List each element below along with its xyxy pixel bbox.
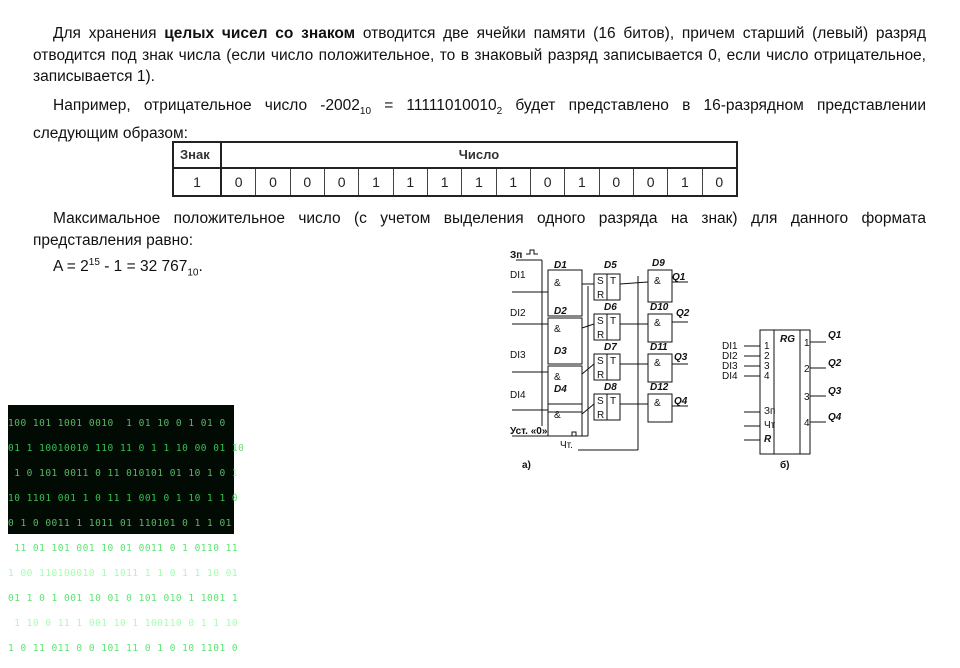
b-control-write: Зп [764, 406, 776, 417]
and-symbol-3: & [554, 372, 561, 383]
b-input-di2: DI2 [722, 351, 738, 362]
b-pin-right-4: 4 [804, 418, 810, 429]
p2-sub2: 2 [496, 106, 503, 118]
r-label-1: R [597, 290, 605, 301]
block-d6: D6 [604, 302, 617, 313]
p3-text: Максимальное положительное число (с учетом выделения одного разряда на знак) для данного формата представления равно: [33, 210, 926, 249]
read-label: Чт. [560, 440, 573, 451]
formula-part3: . [198, 258, 203, 276]
bit-cell: 1 [668, 169, 702, 195]
b-pin-left-3: 3 [764, 361, 770, 372]
s-label-2: S [597, 316, 604, 327]
p1-bold-term: целых чисел со знаком [164, 25, 356, 42]
bit-cell: 0 [325, 169, 359, 195]
bit-cell: 0 [222, 169, 256, 195]
formula-part2: - 1 = 32 767 [99, 258, 188, 276]
r-label-3: R [597, 370, 605, 381]
bit-cell: 0 [600, 169, 634, 195]
circuit-diagram-a [508, 246, 708, 474]
and-symbol-1: & [554, 278, 561, 289]
bit-cell: 0 [715, 174, 724, 190]
reset-label: Уст. «0» [510, 426, 548, 437]
p2-part2: = 11111010010 [371, 97, 497, 114]
block-d5: D5 [604, 260, 617, 271]
r-label-4: R [597, 410, 605, 421]
p2-part1: Например, отрицательное число -2002 [53, 97, 360, 114]
formula-sup: 15 [88, 257, 100, 268]
b-pin-right-2: 2 [804, 364, 810, 375]
block-d12: D12 [650, 382, 669, 393]
number-header: Число [458, 147, 500, 162]
output-q1: Q1 [672, 272, 686, 283]
s-label-3: S [597, 356, 604, 367]
block-d10: D10 [650, 302, 669, 313]
formula-sub: 10 [187, 267, 199, 279]
p1-text-before: Для хранения [53, 25, 165, 42]
bit-cell: 0 [256, 169, 290, 195]
b-pin-right-3: 3 [804, 392, 810, 403]
b-input-di4: DI4 [722, 371, 738, 382]
block-d9: D9 [652, 258, 665, 269]
bit-cell: 0 [291, 169, 325, 195]
b-pin-left-2: 2 [764, 351, 770, 362]
t-label-2: T [610, 316, 617, 327]
b-pin-left-1: 1 [764, 341, 770, 352]
input-di1: DI1 [510, 270, 526, 281]
bit-row [174, 169, 736, 195]
block-d11: D11 [650, 342, 668, 353]
s-label-4: S [597, 396, 604, 407]
b-output-q4: Q4 [828, 412, 842, 423]
caption-b: б) [780, 460, 790, 471]
binary-matrix-image: 100 101 1001 0010 1 01 10 0 1 01 0 01 1 10010010 110 11 0 1 1 10 00 01 10 1 0 101 0011 0 11 010101 01 10 1 0 1 10 1101 001 1 0 11 1 001 0 1 10 1 1 0 0 1 0 0011 1 1011 01 110101 0 1 1 01 11 01 101 001 10 01 0011 0 1 0110 11 1 00 110100010 1 1011 1 1 0 1 1 10 01 01 1 0 1 001 10 01 0 101 010 1 1001 1 1 10 0 11 1 001 10 1 100110 0 1 1 10 1 0 11 011 0 0 101 11 0 1 0 10 1101 0 [8, 405, 234, 534]
sign-bit-cell: 1 [174, 169, 222, 195]
bit-table-header [174, 143, 736, 169]
block-d3: D3 [554, 346, 567, 357]
block-d1: D1 [554, 260, 567, 271]
paragraph-max-positive [33, 208, 926, 251]
b-output-q3: Q3 [828, 386, 842, 397]
bit-cell: 0 [634, 169, 668, 195]
p2-part3: будет представлено в 16-разрядном представлении следующим образом: [33, 97, 927, 142]
bit-table [172, 141, 738, 197]
output-q4: Q4 [674, 396, 688, 407]
b-output-q1: Q1 [828, 330, 842, 341]
b-control-reset: R [764, 434, 772, 445]
output-q2: Q2 [676, 308, 690, 319]
and-symbol-7: & [654, 358, 661, 369]
r-label-2: R [597, 330, 605, 341]
input-di3: DI3 [510, 350, 526, 361]
b-pin-left-4: 4 [764, 371, 770, 382]
block-d2: D2 [554, 306, 567, 317]
clock-label: Зп [510, 250, 523, 261]
sign-header: Знак [174, 143, 222, 167]
output-q3: Q3 [674, 352, 688, 363]
and-symbol-8: & [654, 398, 661, 409]
input-di4: DI4 [510, 390, 526, 401]
b-input-di3: DI3 [722, 361, 738, 372]
bit-cell: 1 [462, 169, 496, 195]
paragraph-signed-integers [33, 23, 926, 88]
bit-cell: 1 [497, 169, 531, 195]
b-control-read: Чт [764, 420, 776, 431]
caption-a: а) [522, 460, 531, 471]
p1-text-after: отводится две ячейки памяти (16 битов), причем старший (левый) разряд отводится под знак числа (если число положительное, то в знаковый разряд записывается 0, если число отрицательное, записывается 1). [33, 25, 926, 85]
t-label-3: T [610, 356, 617, 367]
t-label-4: T [610, 396, 617, 407]
and-symbol-5: & [654, 276, 661, 287]
bit-cell: 1 [428, 169, 462, 195]
bit-cell: 1 [359, 169, 393, 195]
b-input-di1: DI1 [722, 341, 738, 352]
and-symbol-2: & [554, 324, 561, 335]
formula-max-value [33, 252, 293, 284]
and-symbol-6: & [654, 318, 661, 329]
b-output-q2: Q2 [828, 358, 842, 369]
circuit-diagram-b [720, 326, 860, 472]
bit-cell: 0 [531, 169, 565, 195]
input-di2: DI2 [510, 308, 526, 319]
p2-sub1: 10 [359, 106, 372, 118]
and-symbol-4: & [554, 410, 561, 421]
block-d8: D8 [604, 382, 617, 393]
b-pin-right-1: 1 [804, 338, 810, 349]
block-d4: D4 [554, 384, 567, 395]
bit-cell: 1 [394, 169, 428, 195]
block-d7: D7 [604, 342, 617, 353]
formula-part1: A = 2 [53, 258, 89, 276]
s-label-1: S [597, 276, 604, 287]
bit-cell: 1 [565, 169, 599, 195]
b-register-label: RG [780, 334, 795, 345]
paragraph-example [33, 95, 926, 144]
t-label-1: T [610, 276, 617, 287]
